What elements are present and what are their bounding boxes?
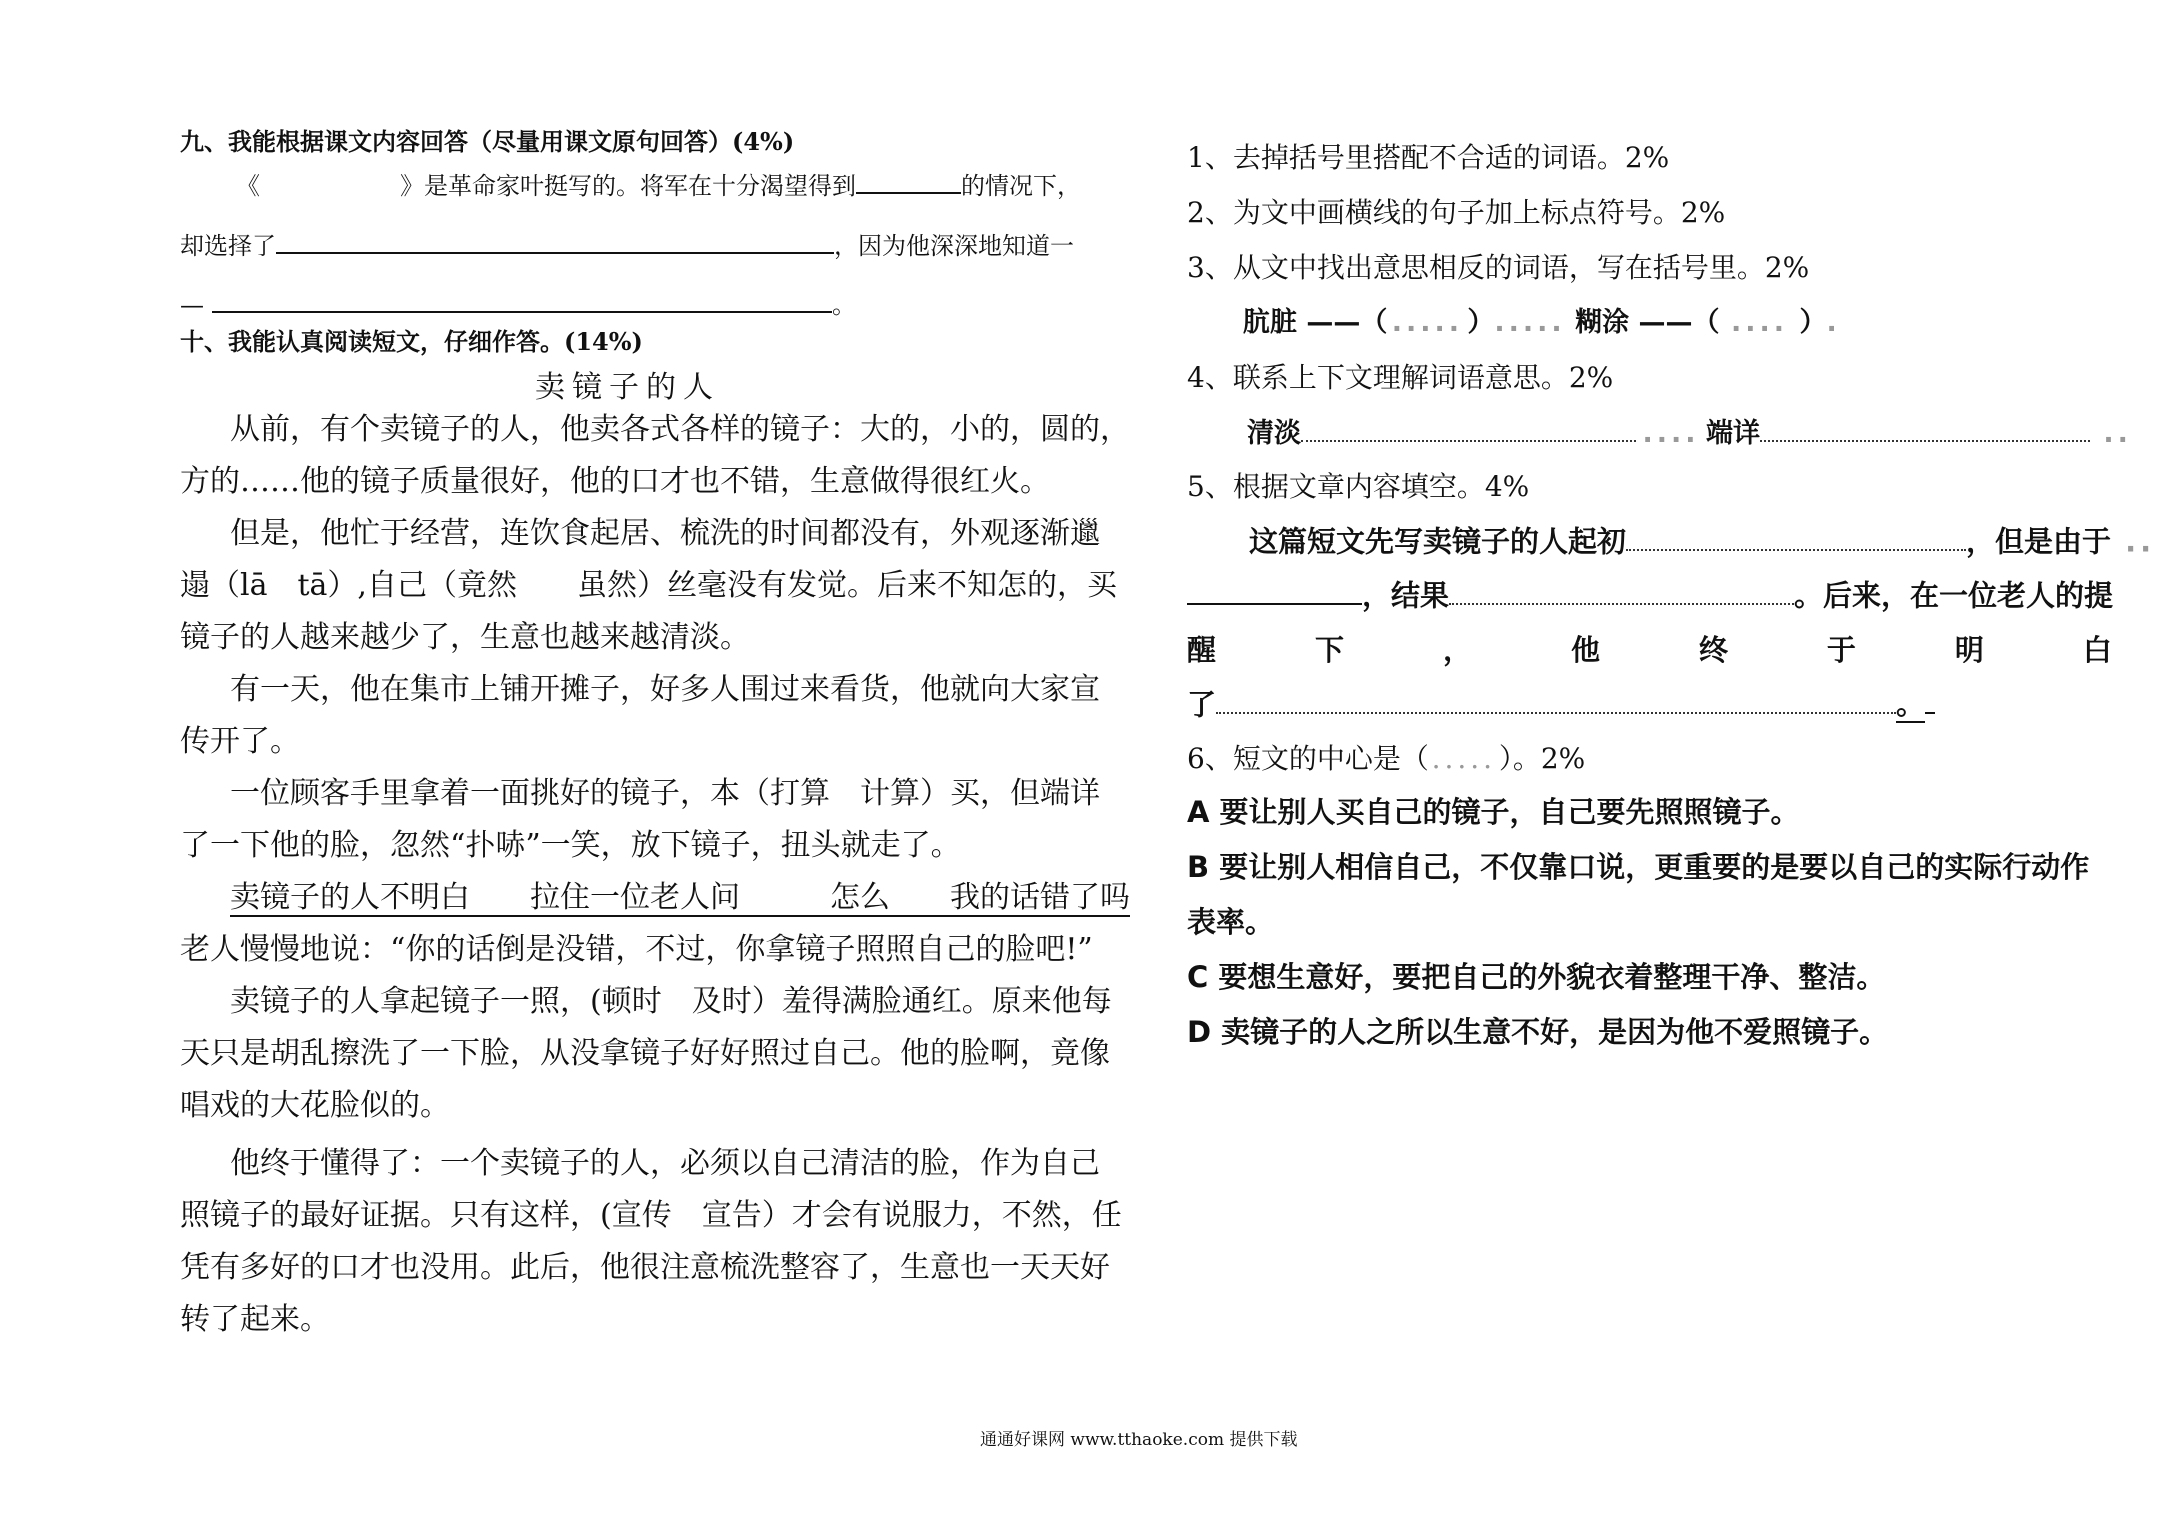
fill-blank[interactable]	[1187, 573, 1362, 605]
fill-blank[interactable]	[1626, 519, 1966, 551]
story-body	[180, 404, 1130, 1346]
text-segment: 。	[1896, 687, 1926, 722]
story-line: 镜子的人越来越少了，生意也越来越清淡。	[180, 620, 750, 655]
question-4-answers: 清淡 .... 端详 ..	[1247, 411, 2132, 450]
text-segment: ）。2%	[1498, 742, 1586, 775]
text-segment: ，结果	[1362, 578, 1450, 613]
option-d[interactable]: D 卖镜子的人之所以生意不好，是因为他不爱照镜子。	[1187, 1015, 1889, 1049]
word-qingdan: 清淡	[1247, 418, 1301, 449]
story-line: 有一天，他在集市上铺开摊子，好多人围过来看货，他就向大家宣	[230, 672, 1100, 707]
book-title-open: 《	[236, 172, 260, 200]
spread-char: 明	[1954, 633, 1984, 667]
section-9-line-3	[180, 285, 856, 320]
text-segment: 6、短文的中心是（	[1187, 742, 1429, 775]
story-line: 一位顾客手里拿着一面挑好的镜子，本（打算 计算）买，但端详	[230, 776, 1100, 811]
question-4: 4、联系上下文理解词语意思。2%	[1187, 361, 1614, 394]
paren-open: （	[1692, 307, 1720, 338]
question-5-line-1: 这篇短文先写卖镜子的人起初 ，但是由于 ..	[1249, 519, 2155, 560]
section-9-title: 九、我能根据课文内容回答（尽量用课文原句回答）(4%)	[180, 127, 795, 156]
story-line: 转了起来。	[180, 1302, 330, 1337]
antonym-answer-2[interactable]: ....	[1731, 307, 1789, 338]
antonym-word-2: 糊涂	[1575, 307, 1630, 338]
paren-close: ）	[1467, 307, 1495, 338]
question-5-line-4	[1187, 682, 1935, 723]
spread-char: 于	[1826, 633, 1856, 667]
option-b-line-1[interactable]: B 要让别人相信自己，不仅靠口说，更重要的是要以自己的实际行动作	[1187, 850, 2090, 884]
antonym-word-1: 肮脏	[1243, 307, 1297, 338]
question-1: 1、去掉括号里搭配不合适的词语。2%	[1187, 141, 1670, 174]
story-line: 传开了。	[180, 724, 300, 759]
question-3: 3、从文中找出意思相反的词语，写在括号里。2%	[1187, 251, 1810, 284]
question-3-answers: 肮脏 ——（ ..... ）..... 糊涂 ——（ .... ）.	[1243, 307, 1841, 338]
answer-blank[interactable]	[276, 227, 834, 254]
question-5-line-2	[1187, 573, 2113, 614]
underlined-sentence: 卖镜子的人不明白 拉住一位老人问 怎么 我的话错了吗	[230, 880, 1130, 915]
spread-char: ，	[1442, 633, 1472, 667]
antonym-answer-1[interactable]: .....	[1391, 307, 1464, 338]
story-line: 天只是胡乱擦洗了一下脸，从没拿镜子好好照过自己。他的脸啊，竟像	[180, 1036, 1110, 1071]
spread-char: 白	[2082, 633, 2112, 667]
question-6	[1187, 737, 1585, 777]
story-line: 从前，有个卖镜子的人，他卖各式各样的镜子：大的，小的，圆的，	[230, 412, 1130, 447]
story-line: 他终于懂得了：一个卖镜子的人，必须以自己清洁的脸，作为自己	[230, 1146, 1100, 1181]
spread-char: 下	[1314, 633, 1344, 667]
question-5: 5、根据文章内容填空。4%	[1187, 470, 1530, 503]
story-line: 凭有多好的口才也没用。此后，他很注意梳洗整容了，生意也一天天好	[180, 1250, 1110, 1285]
text-segment: 这篇短文先写卖镜子的人起初	[1249, 524, 1627, 559]
question-2: 2、为文中画横线的句子加上标点符号。2%	[1187, 196, 1726, 229]
meaning-blank-2[interactable]	[1760, 412, 2090, 442]
section-9-line-2	[180, 226, 1074, 261]
story-line: 方的……他的镜子质量很好，他的口才也不错，生意做得很红火。	[180, 464, 1050, 499]
spread-char: 终	[1698, 633, 1728, 667]
option-b-line-2[interactable]: 表率。	[1187, 905, 1275, 939]
text-segment: ，因为他深深地知道一	[834, 232, 1074, 260]
option-c[interactable]: C 要想生意好，要把自己的外貌衣着整理干净、整洁。	[1187, 960, 1886, 994]
answer-blank[interactable]	[212, 286, 832, 313]
story-title: 卖镜子的人	[535, 370, 720, 405]
text-segment: 。	[832, 291, 856, 319]
story-line: 但是，他忙于经营，连饮食起居、梳洗的时间都没有，外观逐渐邋	[230, 516, 1100, 551]
answer-blank[interactable]	[856, 167, 961, 194]
dash: ——	[1306, 307, 1361, 338]
text-segment: —	[180, 291, 204, 319]
story-line: 遢（lā tā）,自己（竟然 虽然）丝毫没有发觉。后来不知怎的，买	[180, 568, 1117, 603]
option-a[interactable]: A 要让别人买自己的镜子，自己要先照照镜子。	[1187, 795, 1800, 829]
word-duanxiang: 端详	[1706, 418, 1760, 449]
fill-blank[interactable]	[1216, 682, 1896, 714]
story-line: 卖镜子的人拿起镜子一照，(顿时 及时）羞得满脸通红。原来他每	[230, 984, 1112, 1019]
spread-char: 醒	[1187, 633, 1217, 667]
dash: ——	[1638, 307, 1693, 338]
spread-char: 他	[1570, 633, 1600, 667]
story-line: 了一下他的脸，忽然“扑哧”一笑，放下镜子，扭头就走了。	[180, 828, 961, 863]
paren-open: （	[1360, 307, 1388, 338]
footer-credit: 通通好课网 www.tthaoke.com 提供下载	[980, 1430, 1298, 1450]
fill-blank[interactable]	[1449, 573, 1794, 605]
section-9-line-1	[236, 166, 1081, 201]
story-line: 老人慢慢地说：“你的话倒是没错，不过，你拿镜子照照自己的脸吧!”	[180, 932, 1093, 967]
text-segment: ，但是由于	[1966, 524, 2112, 559]
text-segment: 却选择了	[180, 232, 276, 260]
text-segment: 了	[1187, 687, 1217, 722]
meaning-blank-1[interactable]	[1301, 412, 1636, 442]
section-10-title: 十、我能认真阅读短文，仔细作答。(14%)	[180, 327, 643, 356]
book-title-text: 》是革命家叶挺写的。将军在十分渴望得到	[400, 172, 856, 200]
story-line: 照镜子的最好证据。只有这样，(宣传 宣告）才会有说服力，不然，任	[180, 1198, 1122, 1233]
story-line: 唱戏的大花脸似的。	[180, 1088, 450, 1123]
paren-close: ）	[1799, 307, 1827, 338]
text-segment: 的情况下，	[961, 172, 1081, 200]
text-segment: 。后来，在一位老人的提	[1794, 578, 2114, 613]
choice-blank[interactable]: .....	[1431, 742, 1497, 775]
question-5-line-3	[1187, 628, 2112, 669]
underlined-story-line	[180, 872, 1130, 924]
